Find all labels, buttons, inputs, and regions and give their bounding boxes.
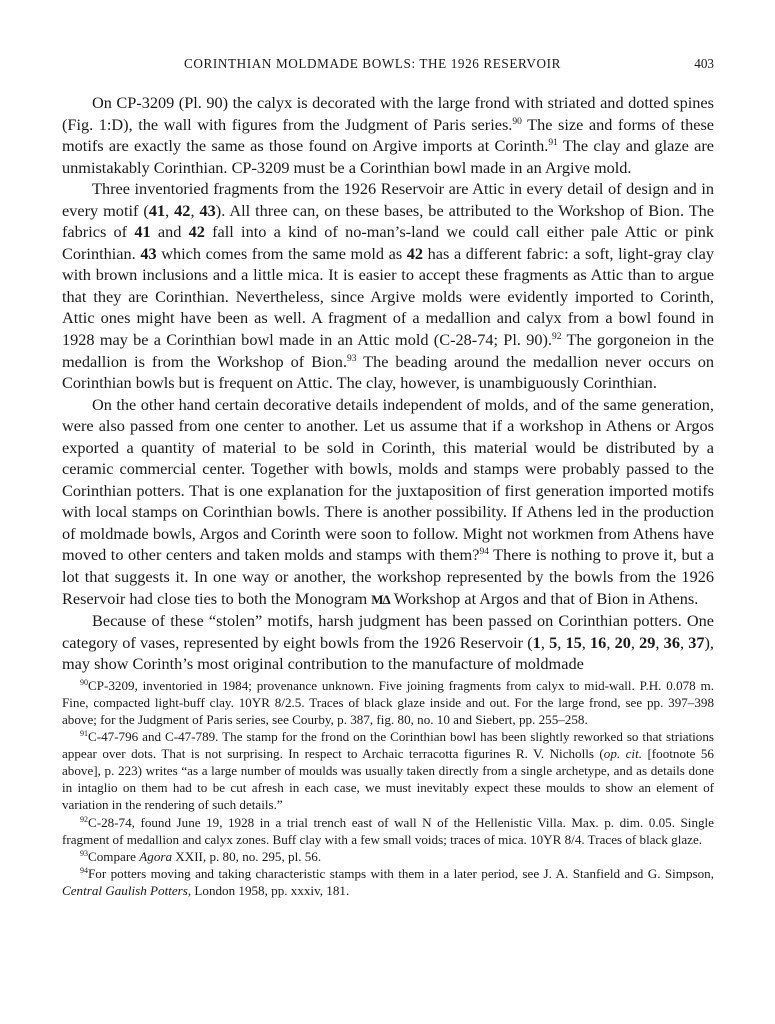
p4-text-a: Because of these “stolen” motifs, harsh judgment has been passed on Corinthian potters. One category of vases, represented by eight bowls from the 1926 Reservoir ( — [62, 611, 714, 652]
running-title: CORINTHIAN MOLDMADE BOWLS: THE 1926 RESERVOIR — [184, 56, 561, 71]
p1-text-c: The clay and glaze are unmistakably Corinthian. CP-3209 must be a Corinthian bowl made in an Argive mold. — [62, 136, 714, 177]
catalogue-ref: 37 — [688, 632, 705, 652]
main-text — [62, 92, 714, 675]
p4-sep: , — [655, 632, 664, 652]
document-page — [62, 56, 714, 899]
catalogue-ref: 41 — [148, 200, 166, 220]
footnote-93 — [62, 848, 714, 865]
catalogue-ref: 16 — [590, 632, 607, 652]
footnote-ref-91: 91 — [548, 138, 558, 149]
footnote-italic: Central Gaulish Potters — [62, 882, 188, 898]
p4-sep: , — [679, 632, 689, 652]
catalogue-ref: 42 — [188, 222, 205, 242]
footnote-text: For potters moving and taking characteristic stamps with them in a later period, see J. A. Stanfield and G. Simpson, — [88, 865, 714, 881]
footnote-ref-90: 90 — [512, 116, 522, 127]
footnote-number: 93 — [80, 848, 88, 858]
p2-text-f: which comes from the same mold as — [156, 243, 407, 263]
catalogue-ref: 1 — [532, 632, 541, 652]
catalogue-ref: 43 — [199, 200, 216, 220]
p4-sep: , — [606, 632, 615, 652]
p1-text-b: The size and forms of these motifs are exactly the same as those found on Argive imports at Corinth. — [62, 114, 715, 156]
catalogue-ref: 29 — [639, 632, 656, 652]
footnote-number: 90 — [80, 677, 88, 687]
paragraph-3 — [62, 394, 714, 610]
footnote-91 — [62, 728, 714, 813]
catalogue-ref: 36 — [663, 632, 680, 652]
p2-sep: , — [190, 200, 200, 220]
catalogue-ref: 42 — [174, 200, 191, 220]
footnote-number: 92 — [80, 814, 88, 824]
p2-text-a: Three inventoried fragments from the 1926 Reservoir are Attic in every detail of design and in every motif ( — [62, 179, 714, 220]
footnote-text: [footnote 56 above], p. 223) writes “as a large number of moulds was usually taken directly from a single archetype, and as details done in intaglio on them had to be cut afresh in each case, we must inevitably expect these moulds to show an element of variation in the rendering of such details.” — [62, 746, 714, 813]
running-header — [62, 56, 714, 78]
footnote-text: Compare — [88, 848, 140, 864]
footnote-number: 91 — [80, 729, 88, 739]
p3-text-c: Workshop at Argos and that of Bion in Athens. — [389, 588, 699, 608]
p2-text-i: The beading around the medallion never occurs on Corinthian bowls but is frequent on Attic. The clay, however, is unambiguously Corinthian. — [62, 351, 714, 393]
p4-text-c: ), may show Corinth’s most original contribution to the manufacture of moldmade — [62, 632, 714, 674]
p4-sep: , — [581, 632, 591, 652]
paragraph-2 — [62, 178, 714, 393]
footnote-ref-94: 94 — [479, 547, 489, 558]
footnote-italic: op. cit. — [603, 746, 642, 762]
paragraph-4 — [62, 610, 714, 675]
catalogue-ref: 15 — [565, 632, 582, 652]
p2-sep: , — [165, 200, 175, 220]
p3-text-b: There is nothing to prove it, but a lot that suggests it. In one way or another, the workshop represented by the bowls from the 1926 Reservoir had close ties to both the Monogram — [62, 545, 714, 608]
catalogue-ref: 41 — [134, 222, 151, 242]
monogram-symbol: ΜΔ — [371, 591, 390, 607]
footnote-italic: Agora — [139, 848, 173, 864]
p2-text-e: fall into a kind of no-man’s-land we could call either pale Attic or pink Corinthian. — [62, 222, 714, 263]
footnote-number: 94 — [80, 865, 88, 875]
footnote-92 — [62, 814, 714, 848]
footnote-ref-92: 92 — [551, 332, 562, 343]
footnote-text: , London 1958, pp. xxxiv, 181. — [187, 882, 350, 898]
p3-text-a: On the other hand certain decorative details independent of molds, and of the same generation, were also passed from one center to another. Let us assume that if a workshop in Athens or Argos exported a quantity of material to be sold in Corinth, this material would be distributed by a ceramic commercial center. Together with bowls, molds and stamps were probably passed to the Corinthian potters. That is one explanation for the juxtaposition of first generation imported motifs with local stamps on Corinthian bowls. There is another possibility. If Athens led in the production of moldmade bowls, Argos and Corinth were soon to follow. Might not workmen from Athens have moved to other centers and taken molds and stamps with them? — [62, 394, 714, 565]
catalogue-ref: 43 — [140, 243, 157, 263]
page-number: 403 — [694, 56, 714, 71]
p1-text-a: On CP-3209 (Pl. 90) the calyx is decorated with the large frond with striated and dotted spines (Fig. 1:D), the wall with figures from the Judgment of Paris series. — [62, 93, 714, 134]
paragraph-1 — [62, 92, 714, 178]
footnote-text: XXII, p. 80, no. 295, pl. 56. — [172, 848, 322, 864]
footnote-ref-93: 93 — [346, 353, 357, 364]
catalogue-ref: 42 — [406, 243, 424, 263]
p2-text-h: The gorgoneion in the medallion is from the Workshop of Bion. — [62, 330, 714, 371]
footnote-text: C-28-74, found June 19, 1928 in a trial trench east of wall N of the Hellenistic Villa. Max. p. dim. 0.05. Single fragment of medallion and calyx zones. Buff clay with a few small voids; traces of mica. 10YR 8/4. Traces of black glaze. — [62, 814, 714, 847]
p2-text-d: and — [150, 222, 189, 242]
footnote-90 — [62, 677, 714, 728]
footnote-text: C-47-796 and C-47-789. The stamp for the frond on the Corinthian bowl has been slightly reworked so that striations appear over dots. That is not surprising. In respect to Archaic terracotta figurines R. V. Nicholls ( — [62, 729, 714, 762]
p4-sep: , — [630, 632, 640, 652]
p4-sep: , — [540, 632, 550, 652]
catalogue-ref: 20 — [614, 632, 631, 652]
p2-text-g: has a different fabric: a soft, light-gray clay with brown inclusions and a little mica. It is easier to accept these fragments as Attic than to argue that they are Corinthian. Nevertheless, since Argive molds were evidently imported to Corinth, Attic ones might have been as well. A fragment of a medallion and calyx from a bowl found in 1928 may be a Corinthian bowl made in an Attic mold (C-28-74; Pl. 90). — [62, 243, 715, 350]
catalogue-ref: 5 — [549, 632, 558, 652]
footnotes — [62, 677, 714, 899]
footnote-94 — [62, 865, 714, 899]
footnote-text: CP-3209, inventoried in 1984; provenance unknown. Five joining fragments from calyx to mid-wall. P.H. 0.078 m. Fine, compacted light-buff clay. 10YR 8/2.5. Traces of black glaze inside and out. For the large frond, see pp. 397–398 above; for the Judgment of Paris series, see Courby, p. 387, fig. 80, no. 10 and Siebert, pp. 255–258. — [62, 677, 714, 727]
p4-sep: , — [557, 632, 566, 652]
p2-text-c: ). All three can, on these bases, be attributed to the Workshop of Bion. The fabrics of — [62, 200, 715, 242]
